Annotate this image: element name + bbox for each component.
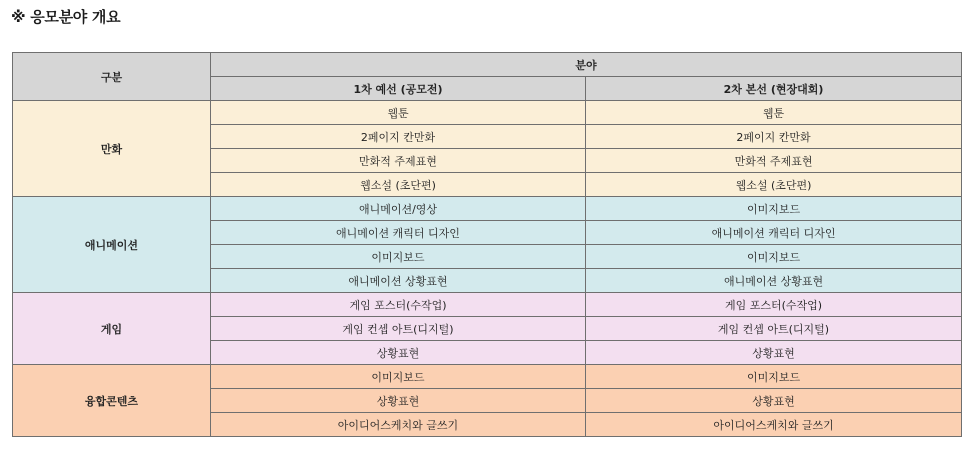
round2-cell: 웹소설 (초단편) <box>586 173 962 197</box>
field-overview-table <box>12 52 962 437</box>
round2-cell: 웹툰 <box>586 101 962 125</box>
group-game: 게임 <box>13 293 211 365</box>
table-row <box>13 101 962 125</box>
round2-cell: 애니메이션 상황표현 <box>586 269 962 293</box>
group-manhwa: 만화 <box>13 101 211 197</box>
round1-cell: 게임 컨셉 아트(디지털) <box>211 317 586 341</box>
round2-cell: 게임 포스터(수작업) <box>586 293 962 317</box>
round1-cell: 애니메이션 상황표현 <box>211 269 586 293</box>
round2-cell: 만화적 주제표현 <box>586 149 962 173</box>
table-row <box>13 197 962 221</box>
round2-cell: 아이디어스케치와 글쓰기 <box>586 413 962 437</box>
header-category: 구분 <box>13 53 211 101</box>
header-round1: 1차 예선 (공모전) <box>211 77 586 101</box>
section-title: ※ 응모분야 개요 <box>11 8 121 26</box>
round1-cell: 상황표현 <box>211 341 586 365</box>
round1-cell: 이미지보드 <box>211 365 586 389</box>
round2-cell: 2페이지 칸만화 <box>586 125 962 149</box>
header-round2: 2차 본선 (현장대회) <box>586 77 962 101</box>
round1-cell: 아이디어스케치와 글쓰기 <box>211 413 586 437</box>
round2-cell: 상황표현 <box>586 389 962 413</box>
round1-cell: 상황표현 <box>211 389 586 413</box>
round2-cell: 상황표현 <box>586 341 962 365</box>
round1-cell: 2페이지 칸만화 <box>211 125 586 149</box>
table-row <box>13 365 962 389</box>
round1-cell: 애니메이션/영상 <box>211 197 586 221</box>
round2-cell: 애니메이션 캐릭터 디자인 <box>586 221 962 245</box>
group-fusion-content: 융합콘텐츠 <box>13 365 211 437</box>
header-row-top <box>13 53 962 77</box>
round1-cell: 웹툰 <box>211 101 586 125</box>
round1-cell: 만화적 주제표현 <box>211 149 586 173</box>
header-field: 분야 <box>211 53 962 77</box>
round2-cell: 이미지보드 <box>586 197 962 221</box>
round1-cell: 웹소설 (초단편) <box>211 173 586 197</box>
round1-cell: 이미지보드 <box>211 245 586 269</box>
round2-cell: 이미지보드 <box>586 365 962 389</box>
group-animation: 애니메이션 <box>13 197 211 293</box>
round1-cell: 애니메이션 캐릭터 디자인 <box>211 221 586 245</box>
round2-cell: 이미지보드 <box>586 245 962 269</box>
table-row <box>13 293 962 317</box>
round2-cell: 게임 컨셉 아트(디지털) <box>586 317 962 341</box>
round1-cell: 게임 포스터(수작업) <box>211 293 586 317</box>
